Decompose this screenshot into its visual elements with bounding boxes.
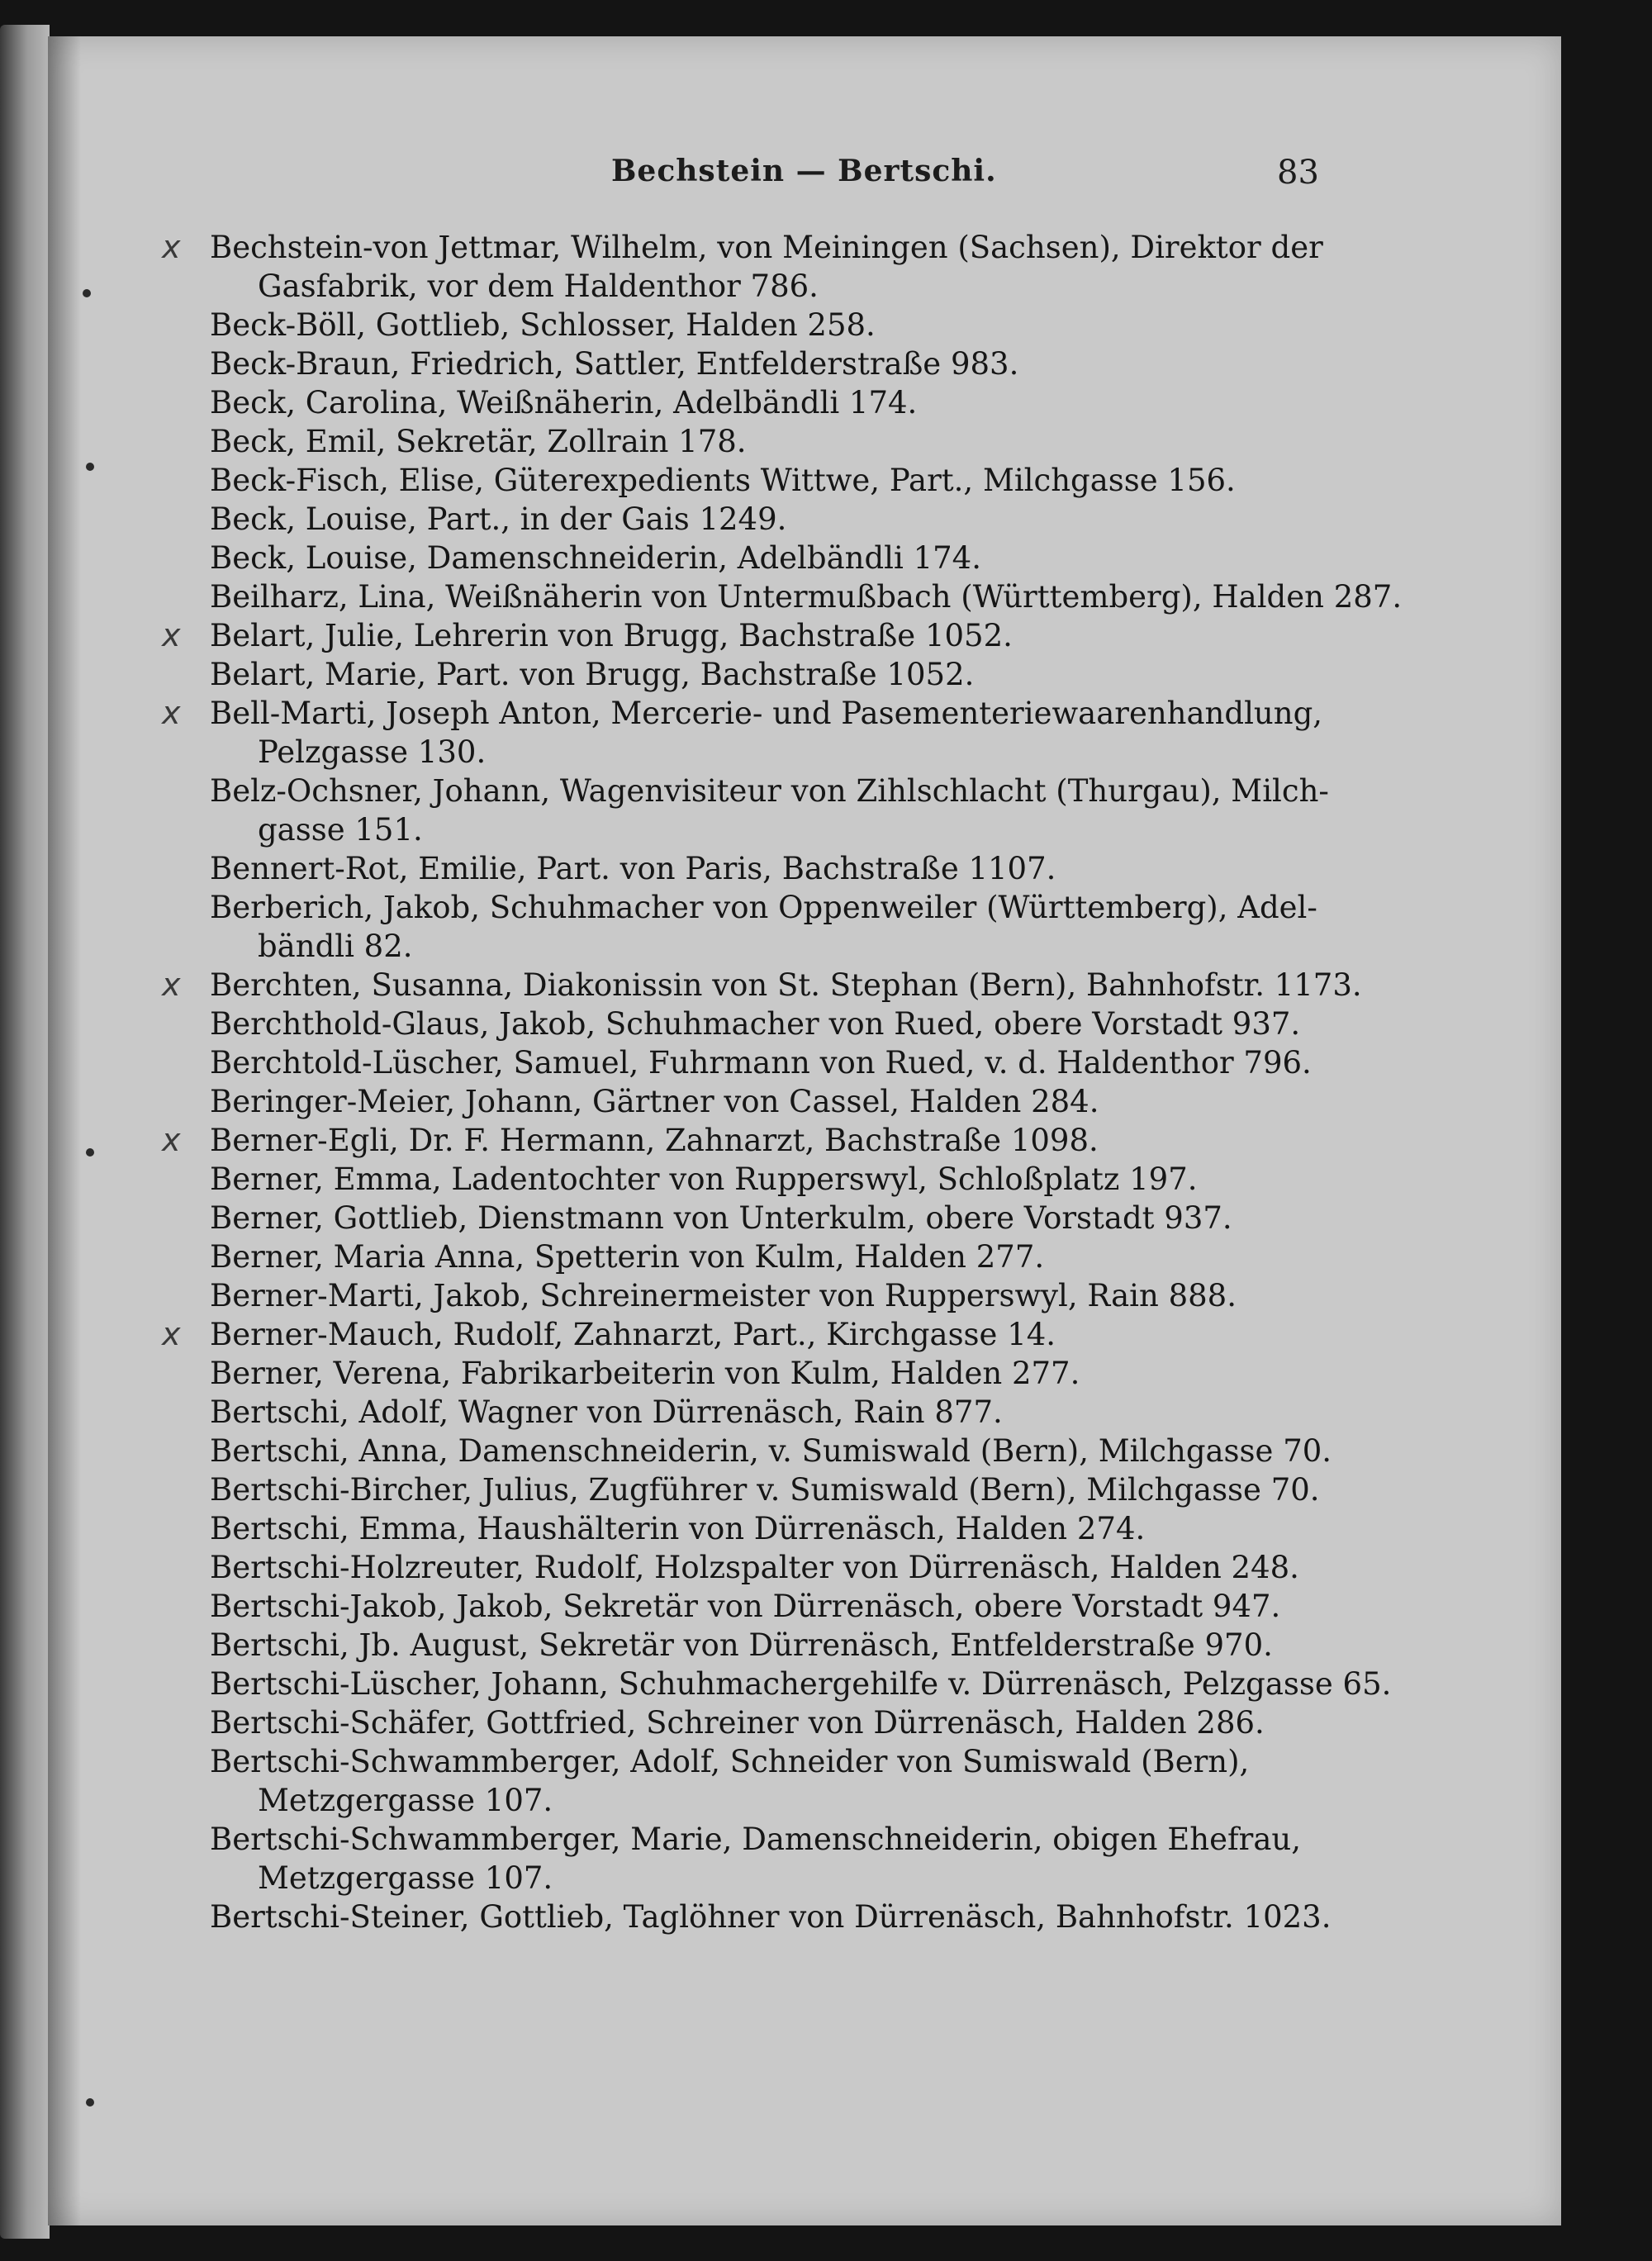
entry-line: Beck, Carolina, Weißnäherin, Adelbändli 174.	[210, 385, 918, 420]
entry-line: Berchten, Susanna, Diakonissin von St. Stephan (Bern), Bahnhofstr. 1173.	[210, 967, 1362, 1003]
directory-entry	[210, 849, 1317, 888]
directory-entry	[210, 1820, 1317, 1898]
entry-line: Berner-Egli, Dr. F. Hermann, Zahnarzt, Bachstraße 1098.	[210, 1123, 1099, 1158]
binding-hole	[86, 1148, 94, 1157]
entry-line: Bertschi-Schäfer, Gottfried, Schreiner von Dürrenäsch, Halden 286.	[210, 1705, 1265, 1741]
margin-check-mark: x	[162, 617, 181, 653]
directory-entry	[162, 966, 1362, 1005]
entry-line: Berchtold-Lüscher, Samuel, Fuhrmann von Rued, v. d. Haldenthor 796.	[210, 1045, 1312, 1081]
directory-entry	[210, 1470, 1320, 1509]
margin-check-mark: x	[162, 695, 181, 731]
entry-line: Beck-Böll, Gottlieb, Schlosser, Halden 258.	[210, 307, 876, 343]
page-number: 83	[1277, 154, 1319, 192]
directory-entry	[162, 228, 1323, 306]
binding-hole	[83, 289, 91, 297]
entry-line: Berchthold-Glaus, Jakob, Schuhmacher von Rued, obere Vorstadt 937.	[210, 1006, 1301, 1042]
entry-line: Beck-Fisch, Elise, Güterexpedients Wittwe, Part., Milchgasse 156.	[210, 463, 1236, 498]
entry-line: Bertschi-Bircher, Julius, Zugführer v. Sumiswald (Bern), Milchgasse 70.	[210, 1472, 1320, 1508]
directory-entry	[210, 655, 1317, 694]
directory-entry	[210, 306, 1317, 344]
entry-line: Beck-Braun, Friedrich, Sattler, Entfelderstraße 983.	[210, 346, 1019, 382]
entry-line: Berner-Marti, Jakob, Schreinermeister von Rupperswyl, Rain 888.	[210, 1278, 1237, 1313]
entry-line: Bechstein-von Jettmar, Wilhelm, von Meiningen (Sachsen), Direktor der	[210, 230, 1323, 265]
page-header	[0, 154, 1652, 195]
entry-line: Beck, Louise, Part., in der Gais 1249.	[210, 501, 787, 537]
directory-entry	[210, 1548, 1317, 1587]
directory-entry	[210, 344, 1317, 383]
entry-line: Berner, Verena, Fabrikarbeiterin von Kulm, Halden 277.	[210, 1356, 1080, 1391]
directory-entry	[210, 383, 1317, 422]
entry-line: Beilharz, Lina, Weißnäherin von Untermußbach (Württemberg), Halden 287.	[210, 579, 1403, 615]
margin-check-mark: x	[162, 1316, 181, 1352]
directory-entry	[210, 888, 1317, 966]
directory-entry	[210, 577, 1403, 616]
entry-line: Beck, Emil, Sekretär, Zollrain 178.	[210, 424, 747, 459]
directory-entry	[210, 1665, 1392, 1703]
directory-entry	[210, 1276, 1317, 1315]
directory-entry	[162, 694, 1323, 772]
entry-line: Bertschi, Emma, Haushälterin von Dürrenäsch, Halden 274.	[210, 1511, 1146, 1546]
directory-entry	[210, 461, 1317, 500]
entry-line: Berner, Gottlieb, Dienstmann von Unterkulm, obere Vorstadt 937.	[210, 1200, 1232, 1236]
directory-entry	[210, 1082, 1317, 1121]
directory-entries	[162, 228, 1403, 1936]
entry-continuation: gasse 151.	[258, 812, 423, 848]
margin-check-mark: x	[162, 967, 181, 1003]
directory-entry	[210, 1005, 1317, 1043]
directory-entry	[210, 1626, 1317, 1665]
entry-line: Bertschi, Adolf, Wagner von Dürrenäsch, Rain 877.	[210, 1394, 1003, 1430]
entry-line: Belart, Julie, Lehrerin von Brugg, Bachstraße 1052.	[210, 618, 1013, 653]
binding-hole	[86, 2098, 94, 2107]
directory-entry	[162, 616, 1317, 655]
directory-entry	[210, 422, 1317, 461]
directory-entry	[210, 1354, 1317, 1393]
directory-entry	[210, 500, 1317, 539]
entry-line: Beringer-Meier, Johann, Gärtner von Cassel, Halden 284.	[210, 1084, 1099, 1119]
directory-entry	[162, 1315, 1317, 1354]
margin-check-mark: x	[162, 229, 181, 265]
margin-check-mark: x	[162, 1122, 181, 1158]
directory-entry	[210, 1199, 1317, 1237]
entry-line: Berberich, Jakob, Schuhmacher von Oppenweiler (Württemberg), Adel-	[210, 890, 1317, 925]
directory-entry	[210, 1393, 1317, 1432]
entry-line: Bertschi-Schwammberger, Marie, Damenschneiderin, obigen Ehefrau,	[210, 1822, 1302, 1857]
directory-entry	[210, 539, 1317, 577]
entry-line: Berner, Maria Anna, Spetterin von Kulm, Halden 277.	[210, 1239, 1045, 1275]
entry-line: Bertschi-Lüscher, Johann, Schuhmachergehilfe v. Dürrenäsch, Pelzgasse 65.	[210, 1666, 1392, 1702]
entry-line: Belz-Ochsner, Johann, Wagenvisiteur von Zihlschlacht (Thurgau), Milch-	[210, 773, 1329, 809]
entry-line: Bertschi-Jakob, Jakob, Sekretär von Dürrenäsch, obere Vorstadt 947.	[210, 1589, 1281, 1624]
gutter-shadow	[48, 36, 81, 2225]
directory-entry	[210, 1703, 1317, 1742]
entry-line: Bertschi-Schwammberger, Adolf, Schneider von Sumiswald (Bern),	[210, 1744, 1250, 1779]
entry-continuation: Metzgergasse 107.	[258, 1860, 553, 1896]
entry-line: Bertschi-Holzreuter, Rudolf, Holzspalter von Dürrenäsch, Halden 248.	[210, 1550, 1299, 1585]
running-title: Bechstein — Bertschi.	[611, 154, 997, 188]
entry-line: Bell-Marti, Joseph Anton, Mercerie- und Pasementeriewaarenhandlung,	[210, 696, 1323, 731]
entry-line: Belart, Marie, Part. von Brugg, Bachstraße 1052.	[210, 657, 975, 692]
entry-continuation: Gasfabrik, vor dem Haldenthor 786.	[258, 268, 819, 304]
directory-entry	[210, 1742, 1317, 1820]
directory-entry	[210, 1237, 1317, 1276]
book-edge	[0, 25, 50, 2239]
entry-continuation: bändli 82.	[258, 929, 413, 964]
entry-line: Bennert-Rot, Emilie, Part. von Paris, Bachstraße 1107.	[210, 851, 1056, 886]
directory-entry	[210, 1043, 1317, 1082]
directory-entry	[210, 1432, 1332, 1470]
directory-entry	[162, 1121, 1317, 1160]
entry-line: Berner, Emma, Ladentochter von Rupperswyl, Schloßplatz 197.	[210, 1161, 1198, 1197]
entry-line: Bertschi-Steiner, Gottlieb, Taglöhner von Dürrenäsch, Bahnhofstr. 1023.	[210, 1899, 1332, 1935]
entry-line: Berner-Mauch, Rudolf, Zahnarzt, Part., Kirchgasse 14.	[210, 1317, 1056, 1352]
directory-entry	[210, 1898, 1332, 1936]
directory-entry	[210, 1160, 1317, 1199]
directory-entry	[210, 772, 1329, 849]
entry-line: Bertschi, Jb. August, Sekretär von Dürrenäsch, Entfelderstraße 970.	[210, 1627, 1273, 1663]
directory-entry	[210, 1509, 1317, 1548]
entry-line: Bertschi, Anna, Damenschneiderin, v. Sumiswald (Bern), Milchgasse 70.	[210, 1433, 1332, 1469]
directory-entry	[210, 1587, 1317, 1626]
entry-line: Beck, Louise, Damenschneiderin, Adelbändli 174.	[210, 540, 981, 576]
entry-continuation: Pelzgasse 130.	[258, 734, 487, 770]
entry-continuation: Metzgergasse 107.	[258, 1783, 553, 1818]
binding-hole	[86, 463, 94, 471]
